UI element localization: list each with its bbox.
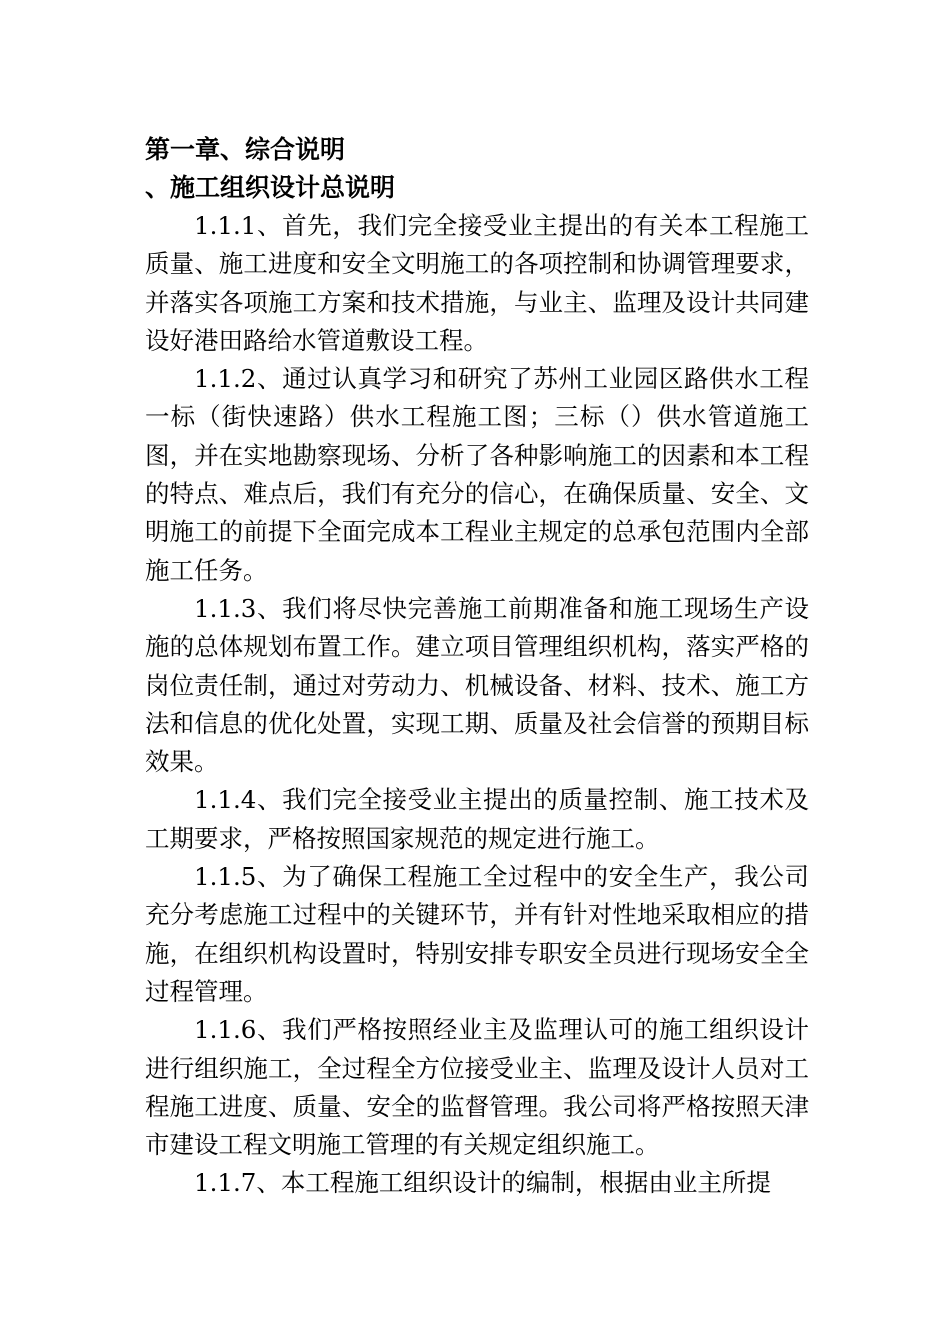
paragraph-1-1-4: 1.1.4、我们完全接受业主提出的质量控制、施工技术及工期要求，严格按照国家规范的规定进行施工。: [145, 785, 809, 853]
paragraph-1-1-6: 1.1.6、我们严格按照经业主及监理认可的施工组织设计进行组织施工，全过程全方位接受业主、监理及设计人员对工程施工进度、质量、安全的监督管理。我公司将严格按照天津市建设工程文明施工管理的有关规定组织施工。: [145, 1015, 809, 1160]
chapter-title: 第一章、综合说明: [145, 135, 346, 164]
document-page: [145, 131, 809, 1203]
paragraph-1-1-5: 1.1.5、为了确保工程施工全过程中的安全生产，我公司充分考虑施工过程中的关键环节，并有针对性地采取相应的措施，在组织机构设置时，特别安排专职安全员进行现场安全全过程管理。: [145, 862, 809, 1006]
section-title: 、施工组织设计总说明: [145, 173, 396, 202]
paragraph-1-1-2: 1.1.2、通过认真学习和研究了苏州工业园区路供水工程一标（街快速路）供水工程施工图；三标（）供水管道施工图，并在实地勘察现场、分析了各种影响施工的因素和本工程的特点、难点后，我们有充分的信心，在确保质量、安全、文明施工的前提下全面完成本工程业主规定的总承包范围内全部施工任务。: [145, 364, 809, 585]
paragraph-1-1-7: 1.1.7、本工程施工组织设计的编制，根据由业主所提: [194, 1168, 771, 1198]
paragraph-1-1-1: 1.1.1、首先，我们完全接受业主提出的有关本工程施工质量、施工进度和安全文明施工的各项控制和协调管理要求，并落实各项施工方案和技术措施，与业主、监理及设计共同建设好港田路给水管道敷设工程。: [145, 211, 809, 355]
paragraph-1-1-3: 1.1.3、我们将尽快完善施工前期准备和施工现场生产设施的总体规划布置工作。建立项目管理组织机构，落实严格的岗位责任制，通过对劳动力、机械设备、材料、技术、施工方法和信息的优化处置，实现工期、质量及社会信誉的预期目标效果。: [145, 593, 809, 777]
